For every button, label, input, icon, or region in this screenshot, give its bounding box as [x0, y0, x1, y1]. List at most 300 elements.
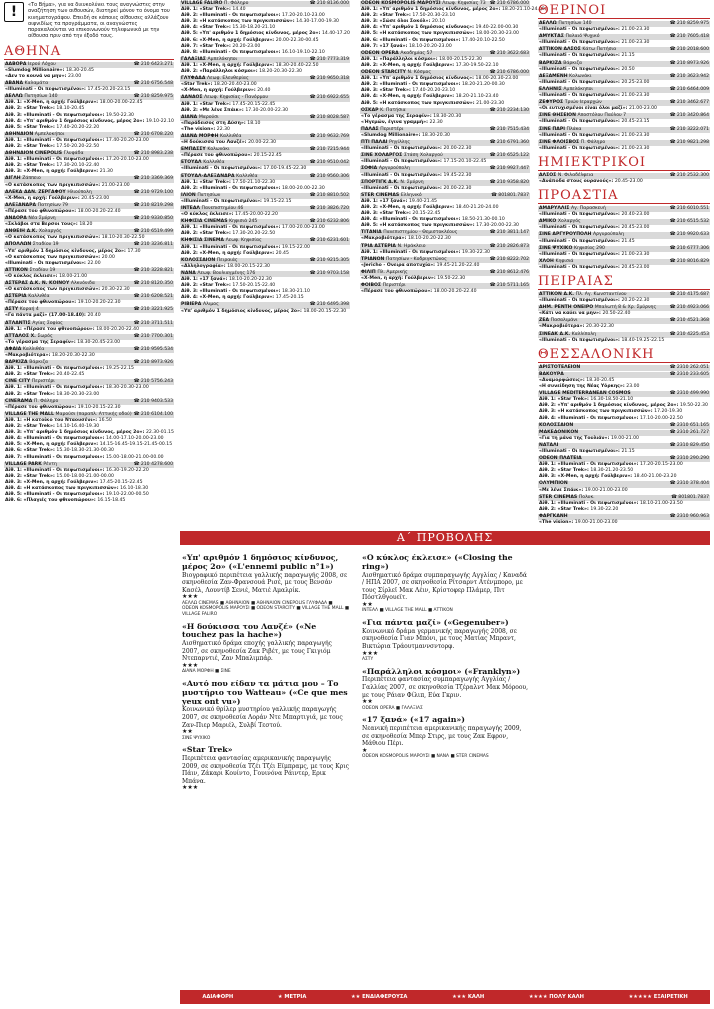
- star-rating: ★★★: [362, 649, 379, 657]
- cinema-phone: ☎ 210 9403.533: [133, 398, 173, 404]
- screening-times: 19.45-22.30: [443, 172, 472, 178]
- screening-row: [4, 313, 174, 319]
- cinema-address: Ιερού Λόχου: [28, 61, 56, 67]
- film-venues: ODEON OPERA ■ ΓΑΛΑΞΙΑΣ: [362, 705, 423, 711]
- screening-title: Αίθ. 2: «Παράλληλοι κόσμοι»:: [181, 69, 260, 75]
- screening-times: 18.00-20.20-22.40: [96, 326, 139, 332]
- cinema-title: CINE CITY: [5, 379, 32, 385]
- cinema-title: ΣΙΝΕ ΨΥΧΙΚΟ: [539, 245, 574, 251]
- screening-times: 16.10-18.30: [120, 485, 149, 491]
- cinema-address: Ν. Σμύρνη: [400, 179, 424, 185]
- cinema-title: VILLAGE MEDITERRANEAN COSMOS: [539, 391, 631, 397]
- screening-times: 17.40-20.20-23.00: [105, 137, 149, 143]
- screening-times: 19.25-22.15: [105, 366, 134, 372]
- screening-title: «Illuminati - Οι πεφωτισμένοι»:: [539, 79, 622, 85]
- cinema-title: ΑΣΤΥ: [5, 307, 20, 313]
- screening-title: «Illuminati - Οι πεφωτισμένοι»:: [539, 264, 622, 270]
- cinema-phone: ☎ 210 6104.100: [133, 411, 173, 417]
- star-rating: ★★: [362, 698, 373, 706]
- star-rating: ★★: [362, 600, 373, 608]
- cinema-phone: ☎ 210 6423.271: [133, 61, 173, 67]
- cinema-title: ΑΕΛΛΩ: [539, 21, 559, 26]
- cinema-title: ΦΟΙΒΟΣ: [361, 283, 383, 289]
- screening-times: 22.30: [216, 126, 230, 132]
- star-rating: ★★★: [182, 661, 199, 669]
- screening-row: [538, 53, 710, 59]
- screening-times: 23.00: [626, 384, 640, 390]
- screening-times: 17.30-20.00-22.30: [476, 223, 519, 229]
- cinema-address: Μπαλωτή 8 & Χρ. Σμύρνης: [594, 305, 657, 311]
- screening-title: «Illuminati - Οι πεφωτισμένοι»:: [539, 448, 622, 454]
- screening-times: 20.40: [87, 313, 101, 319]
- screening-title: «Illuminati - Οι πεφωτισμένοι»:: [5, 260, 88, 266]
- screening-times: 17.20-20.10-23.00: [281, 13, 325, 19]
- screening-row: [4, 209, 174, 215]
- cinema-title: ΑΒΑΝΑ: [5, 81, 25, 87]
- screening-row: [4, 183, 174, 189]
- cinema-address: Σταδίου 19: [29, 267, 56, 273]
- legend-item: ★ ΜΕΤΡΙΑ: [277, 994, 307, 1000]
- cinema-phone: ☎ 2310 651.165: [669, 422, 709, 428]
- cinema-title: ΡΙΒΙΕΡΑ: [181, 302, 203, 308]
- cinema-address: Κοραή 4: [19, 307, 39, 313]
- cinema-title: ΧΛΟΗ: [539, 258, 556, 264]
- screening-title: «Το γέρασμα της Σεραφίν»:: [5, 339, 78, 345]
- cinema-address: Πολυκ.: [578, 494, 595, 500]
- cinema-phone: ☎ 2310 378.404: [669, 481, 709, 487]
- cinema-address: Πατησίων 79: [37, 202, 68, 208]
- cinema-address: Ελληνικό: [400, 192, 422, 198]
- screening-title: «Οι ευτυχισμένοι είναι όλοι μαζί»:: [539, 106, 629, 112]
- film-title: «Υπ' αριθμόν 1 δημόσιος κίνδυνος, μέρος 2ο» («L'ennemi public n°1»): [182, 553, 339, 571]
- screening-title: «Ο κατάσκοπος των πριγκιπισσών»:: [5, 287, 102, 293]
- screening-times: 19.15-22.15: [263, 198, 292, 204]
- cinema-phone: ☎ 210 8983.238: [133, 151, 173, 157]
- film-title: «Star Trek»: [182, 745, 233, 755]
- screening-row: [538, 507, 710, 513]
- cinema-title: ΔΙΑΝΑ ΜΟΡΦΗ: [181, 133, 221, 139]
- cinema-address: Πατησίων: [197, 192, 221, 198]
- cinema-address: Καλαμάτα: [24, 81, 49, 87]
- screening-row: [180, 108, 350, 114]
- star-rating: ★★: [182, 728, 193, 736]
- cinema-phone: ☎ 210 6786.000: [489, 70, 529, 76]
- screening-times: 17.45-20.00-22.20: [235, 212, 278, 218]
- cinema-address: Πειραιάς: [216, 257, 238, 263]
- screening-title: Αίθ. 1: «Star Trek»:: [181, 179, 233, 185]
- screening-times: 18.40-19.25-22.15: [621, 337, 665, 343]
- screening-times: 20.45-23.00: [81, 195, 110, 201]
- screening-title: Αίθ. 2: «Illuminati - Οι πεφωτισμένοι»:: [181, 185, 282, 191]
- cinema-title: ΚΗΦΙΣΙΑ ΣΙΝΕΜΑ: [181, 238, 226, 244]
- screening-times: 21.00-23.30: [476, 100, 505, 106]
- cinema-title: ΑΑΒΟΡΑ: [5, 61, 29, 67]
- cinema-title: ΑΣΤΕΡΑΣ Δ.Κ. Ν. ΚΟΙΝΟΥ: [5, 280, 71, 286]
- cinema-address: Καλλιθέα: [28, 294, 50, 300]
- screening-title: Αίθ. 2: «Χ-Men, η αρχή: Γούλβεριν»:: [181, 250, 276, 256]
- screening-times: 18.00-20.30-23.00: [476, 31, 519, 37]
- screening-row: [4, 196, 174, 202]
- cinema-address: Μαρούσι: [198, 114, 219, 120]
- screening-times: 20.45: [275, 250, 289, 256]
- screening-row: [180, 166, 350, 172]
- screening-row: [538, 474, 710, 480]
- cinema-phone: ☎ 210 4225.453: [669, 331, 709, 337]
- screening-times: 17.50-20.30-23.10: [412, 13, 456, 19]
- city-heading: ΠΕΙΡΑΙΑΣ: [538, 274, 710, 290]
- screening-times: 20.15-22.45: [253, 153, 282, 159]
- cinema-address: Σωρός: [37, 333, 53, 339]
- cinema-title: ΑΘΗΝΑΙΟΝ CINEPOLIS: [5, 151, 64, 157]
- screening-times: 18.10-20.20-23.00: [409, 43, 452, 49]
- cinema-phone: ☎ 210 7700.301: [133, 333, 173, 339]
- intro-note: [4, 2, 174, 40]
- cinema-address: Αμπελοκήποι: [34, 131, 65, 137]
- cinema-title: ΕΤΟΥΑΛ: [181, 160, 204, 166]
- cinema-address: Πατησίων 140: [558, 21, 592, 26]
- screening-title: Αίθ. 3: «Star Trek»:: [361, 88, 413, 94]
- screening-times: 21.45: [621, 238, 635, 244]
- cinema-title: ΓΛΥΦΑΔΑ: [181, 76, 207, 82]
- screening-title: Αίθ. 2: «Illuminati - Οι πεφωτισμένοι»:: [361, 82, 462, 88]
- screening-times: 17.50-21.10-22.30: [232, 179, 276, 185]
- screening-title: «Illuminati - Οι πεφωτισμένοι»:: [539, 93, 622, 99]
- film-synopsis: Περιπέτεια φαντασίας αμερικανικής παραγωγής 2009, σε σκηνοθεσία Τζέι Τζέι Εϊμπραμς, με τους Κρις Πάιν, Ζάκαρι Κουίντο, Γουινόνα Ράιντερ, Ερικ Μπάνα.: [182, 754, 349, 785]
- screening-row: [360, 44, 530, 50]
- screening-times: 18.30-20.30-23.00: [105, 385, 149, 391]
- screening-title: Αίθ. 2: «Star Trek»:: [5, 163, 57, 169]
- screening-times: 17.00-20.00-23.00: [281, 225, 325, 231]
- film-synopsis: Βιογραφικό περιπέτεια γαλλικής παραγωγής 2008, σε σκηνοθεσία Ζαν-Φρανσουά Ρισέ, με τους Βενσάν Κασέλ, Λουντίβ Σενιέ, Ματιέ Αμαλρίκ.: [182, 571, 348, 594]
- screening-times: 17.15-20.10-22.45: [443, 159, 487, 165]
- cinema-address: Καλλιθέα: [203, 160, 225, 166]
- screening-title: Αίθ. 5: «Η κατάσκοπος των πριγκιπισσών»:: [361, 31, 477, 37]
- cinema-address: Πατησίων 140: [24, 94, 58, 100]
- screening-times: 19.15-22.00: [281, 244, 310, 250]
- cinema-phone: ☎ 210 4923.066: [669, 305, 709, 311]
- cinema-title: ΙΝΤΕΑΛ: [181, 206, 202, 211]
- screening-title: «Πέρασε του φθινοπώρου»:: [5, 300, 78, 306]
- cinema-title: ΑΣΤΕΡΙΑ: [5, 294, 29, 300]
- screening-times: 18.30-20.40-22.50: [275, 62, 319, 68]
- cinema-phone: ☎ 210 6010.551: [669, 206, 709, 212]
- screening-times: 20.40-23.00: [621, 212, 650, 218]
- film-title: «Αυτό που είδαν τα μάτια μου – Το μυστήριο του Watteau» («Ce que mes yeux ont vu»): [182, 678, 348, 706]
- premieres-column-a: [182, 549, 350, 792]
- cinema-address: Ρηγίλλης: [389, 140, 411, 146]
- screening-title: Αίθ. 1: «Η κατοίκο του Νταουσένι»:: [5, 417, 99, 423]
- screening-title: Αίθ. 1: «Star Trek»:: [181, 7, 233, 13]
- screening-title: «Ο κατάσκοπος των πριγκιπισσών»:: [5, 182, 102, 188]
- cinema-address: Περιστέρι: [382, 283, 406, 289]
- cinema-title: ΜΑΚΕΔΟΝΙΚΟΝ: [539, 429, 579, 435]
- cinema-title: ΝΑΝΑ: [181, 270, 198, 276]
- cinema-phone: ☎ 210 3826.720: [309, 206, 349, 211]
- screening-row: [180, 153, 350, 159]
- cinema-phone: ☎ 210 3623.942: [669, 73, 709, 79]
- screening-title: Αίθ. 1: «Star Trek»:: [181, 101, 233, 107]
- screening-title: «Illuminati - Οι πεφωτισμένοι»:: [539, 40, 622, 46]
- cinema-title: ΑΡΙΣΤΟΤΕΛΕΙΟΝ: [539, 364, 581, 370]
- cinema-title: ΦΑΡΓΚΑΝΗ: [539, 513, 568, 519]
- premieres-column-b: [362, 549, 530, 760]
- screening-title: «Για τη μάνα της Τουλιάν»:: [539, 435, 611, 441]
- cinema-title: ΑΝΘΕΙΗ Δ.Κ.: [5, 229, 39, 235]
- screening-title: Αίθ. 3: «Η κατάσκοπος των πριγκιπισσών»:: [539, 409, 655, 415]
- screening-times: 20.20-23.00: [232, 43, 261, 49]
- cinema-address: Κολωνάκι: [569, 73, 592, 79]
- screening-title: Αίθ. 5: «Υπ' αριθμόν 1 δημόσιος κίνδυνος, μέρος 2ο»:: [181, 31, 322, 37]
- cinema-address: Κηφισιά 245: [229, 219, 258, 225]
- screening-title: Αίθ. 4: «Illuminati - Οι πεφωτισμένοι»:: [5, 436, 106, 442]
- screening-title: «The vision»:: [181, 126, 217, 132]
- cinema-address: Αμπελόκηποι: [207, 56, 238, 62]
- cinema-phone: ☎ 210 9729.100: [133, 189, 173, 195]
- cinema-title: ΑΤΤΙΚΟΝ Δ.Κ.: [539, 292, 576, 297]
- screening-times: 18.00-21.00: [59, 273, 88, 279]
- cinema-phone: ☎ 210 9927.447: [489, 166, 529, 172]
- screening-times: 17.45-20.20-23.15: [87, 87, 131, 93]
- film-review: [362, 619, 530, 663]
- screening-times: 17.45-20.15-22.45: [232, 101, 276, 107]
- screening-times: 20.40: [257, 88, 271, 94]
- listing-column-1: [4, 0, 174, 979]
- film-venues: ΔΙΑΝΑ ΜΟΡΦΗ ■ ΣΙΝΕ: [182, 669, 231, 675]
- screening-times: 20.15-22.45: [412, 211, 441, 217]
- screening-title: «Υπ' αριθμόν 1 δημόσιος κίνδυνος, μέρος 2ο»:: [5, 248, 128, 254]
- screening-row: [360, 236, 530, 242]
- screening-row: [4, 169, 174, 175]
- cinema-title: ΖΕΑ: [539, 318, 551, 324]
- city-heading: ΗΜΙΕΚΤΡΙΚΟΙ: [538, 155, 710, 171]
- screening-title: «Slumdog Millionaire»:: [361, 132, 422, 138]
- cinema-list-section: [538, 292, 710, 344]
- screening-title: «Star Trek»:: [181, 82, 214, 88]
- screening-title: Αίθ. 2: «Star Trek»:: [5, 144, 57, 149]
- screening-title: «Μακροβιότερα»:: [5, 353, 52, 358]
- screening-row: [538, 384, 710, 390]
- screening-title: Αίθ. 5: «Η κατάσκοπος των πριγκιπισσών»:: [361, 100, 477, 106]
- cinema-phone: ☎ 210 4521.368: [669, 318, 709, 324]
- cinema-phone: ☎ 210 2018.600: [669, 47, 709, 53]
- cinema-address: Αμπελόκηποι: [563, 86, 593, 92]
- screening-row: [4, 274, 174, 280]
- cinema-address: Βάρκιζα: [29, 360, 49, 366]
- screening-times: 21.00-23.30: [621, 251, 650, 257]
- screening-times: 20.45-23.00: [621, 264, 650, 270]
- screening-title: «Μακροβιότερα»:: [361, 236, 408, 242]
- screening-times: 20.00-22.30-00.45: [275, 37, 319, 43]
- screening-title: «Ο κατάσκοπος των πριγκιπισσών»:: [5, 254, 102, 260]
- screening-title: «Slumdog Millionaire»:: [5, 67, 66, 73]
- cinema-address: Αποστόλου Παύλου 7: [577, 113, 627, 119]
- cinema-phone: ☎ 210 6515.532: [669, 219, 709, 225]
- screening-times: 18.20: [79, 222, 93, 228]
- screening-title: Αίθ. 5: «Illuminati - Οι πεφωτισμένοι»:: [5, 492, 106, 498]
- screening-times: 21.00-23.30: [621, 40, 650, 46]
- screening-title: «Ήγεμών, έγινα γραμμή»:: [361, 119, 430, 125]
- cinema-title: ΠΑΛΑΣ: [361, 126, 381, 132]
- cinema-address: Περιστέρι: [380, 126, 404, 132]
- cinema-title: ΝΑΤΑΛΙ: [539, 442, 559, 448]
- screening-title: «Πέρασε του φθινοπώρου»:: [361, 289, 434, 295]
- film-synopsis: Αισθηματικό δράμα εποχής γαλλικής παραγωγής 2007, σε σκηνοθεσία Ζακ Ριβέτ, με τους Γκιγιόμ Ντεπαρντιέ, Ζαν Μπαλιμπάρ.: [182, 640, 332, 663]
- film-title: «17 ξανά» («17 again»): [362, 715, 465, 725]
- screening-title: Αίθ. 1: «Illuminati - Οι πεφωτισμένοι»:: [5, 157, 106, 163]
- screening-title: Αίθ. 8: «Illuminati - Οι πεφωτισμένοι»:: [181, 49, 282, 55]
- screening-title: Αίθ. 4: «Star Trek»:: [181, 25, 233, 31]
- screening-times: 20.10: [431, 19, 446, 25]
- premieres-heading: Α΄ ΠΡΟΒΟΛΗΣ: [180, 531, 710, 545]
- film-title: «Ο κύκλος έκλεισε» («Closing the ring»): [362, 553, 513, 571]
- screening-row: [180, 251, 350, 257]
- film-title: «Για πάντα μαζί» («Gegenuber»): [362, 617, 509, 627]
- screening-times: 15.30-18.30-21.30-00.30: [56, 448, 114, 454]
- cinema-address: Πλ. Αμερικής: [377, 269, 408, 275]
- screening-title: «Illuminati - Οι πεφωτισμένοι»:: [539, 66, 622, 72]
- screening-times: 18.20-20.40-23.00: [213, 82, 257, 88]
- screening-title: «Illuminati - Οι πεφωτισμένοι»:: [361, 159, 444, 165]
- screening-times: 20.45-23.15: [621, 119, 650, 125]
- screening-row: [538, 225, 710, 231]
- screening-row: [538, 416, 710, 422]
- screening-title: «Illuminati - Οι πεφωτισμένοι»:: [539, 132, 622, 138]
- cinema-phone: ☎ 210 3622.683: [489, 50, 529, 56]
- screening-title: Αίθ. 1: «17 ξανά»:: [361, 198, 409, 204]
- cinema-title: ΟΛΥΜΠΙΟΝ: [539, 481, 568, 487]
- cinema-phone: ☎ 210 9330.850: [133, 216, 173, 222]
- legend-item: ★★ ΕΝΔΙΑΦΕΡΟΥΣΑ: [351, 994, 408, 1000]
- screening-times: 19.45-21.20-22.40: [436, 262, 480, 268]
- screening-title: Αίθ. 1: «17 ξανά»:: [181, 277, 229, 283]
- screening-title: «Jericho - Ονειρα αποτυχία»:: [361, 262, 437, 268]
- screening-title: «Illuminati - Οι πεφωτισμένοι»:: [539, 298, 622, 304]
- screening-title: Αίθ. 2: «Star Trek»:: [539, 468, 591, 474]
- screening-title: Αίθ. 6: «Χ-Men, η αρχή: Γούλβεριν»:: [181, 37, 276, 43]
- screening-title: «Πέρασε του φθινοπώρου»:: [5, 208, 78, 214]
- screening-title: Αίθ. 7: «17 ξανά»:: [361, 43, 409, 49]
- screening-times: 17.50-20.15-22.40: [232, 283, 276, 289]
- screening-row: [538, 67, 710, 73]
- cinema-address: Ν. Ηράκλειο: [397, 243, 426, 249]
- screening-times: 18.20-21.10-24.00: [501, 7, 545, 13]
- cinema-address: Π. Φάληρο: [33, 398, 59, 404]
- screening-title: Αίθ. 3: «Σώσε όλοι Σοκόλ»:: [361, 19, 432, 25]
- cinema-phone: ☎ 210 3462.677: [669, 100, 709, 106]
- film-title: «Η δούκισσα του Λανζέ» («Ne touchez pas la hache»): [182, 621, 317, 640]
- cinema-title: ΣΙΝΕ ΑΡΓΥΡΟΥΠΟΛΗ: [539, 232, 593, 238]
- screening-title: Αίθ. 3: «Illuminati - Οι πεφωτισμένοι»:: [181, 289, 282, 295]
- screening-row: [538, 252, 710, 258]
- screening-title: «Το γέρασμα της Σεραφίν»:: [361, 113, 434, 119]
- film-venues: ΑΣΤΥ: [362, 656, 374, 662]
- film-venues: ΑΕΛΛΩ CINEMAS ■ ΑΘΗΝΑΙΟΝ ■ ΑΘΗΝΑΙΟΝ CINEPOLIS ΓΛΥΦΑΔΑ ■ ODEON KOSMOPOLIS ΜΑΡΟΥΣΙ ■ ODEON STARCITY ■ VILLAGE THE MALL ■ VILLAGE FALIRO: [182, 600, 350, 617]
- screening-row: [180, 69, 350, 75]
- screening-times: 20.45-23.00: [621, 225, 650, 231]
- screening-times: 23.00: [67, 73, 82, 79]
- cinema-title: ΒΑΡΚΙΖΑ: [539, 60, 564, 66]
- cinema-title: ΤΡΙΑΝΟΝ: [361, 256, 386, 262]
- cinema-address: Πανεπιστημίου - Θεμιστοκλέους: [383, 230, 458, 236]
- screening-title: Αίθ. 2: «Star Trek»:: [181, 283, 233, 289]
- screening-title: «Κάτι να καύει να μην»:: [539, 311, 603, 317]
- screening-row: [360, 120, 530, 126]
- star-rating: ★★★: [182, 593, 199, 601]
- legend-item: ★★★★★ ΕΞΑΙΡΕΤΙΚΗ: [628, 994, 688, 1000]
- screening-title: Αίθ. 2: «Star Trek»:: [5, 473, 57, 479]
- screening-times: 19.50-22.30: [105, 112, 134, 118]
- cinema-address: Τριών Ιεραρχών: [564, 100, 602, 106]
- cinema-address: Κ. Πατήσια: [380, 107, 406, 113]
- cinema-phone: ☎ 210 6525.122: [489, 153, 529, 159]
- screening-title: Αίθ. 2: «Star Trek»:: [539, 506, 591, 512]
- cinema-address: Λεωφ. Κηφισίας 73: [442, 1, 486, 6]
- cinema-phone: ☎ 210 9821.298: [669, 139, 709, 145]
- screening-title: Αίθ. 6: «Illuminati - Οι πεφωτισμένοι»:: [361, 37, 462, 43]
- screening-title: «Μακροβιότερα»:: [539, 324, 586, 330]
- legend-item: ★★★ ΚΑΛΗ: [452, 994, 485, 1000]
- screening-times: 18.10-20.20-22.30: [229, 277, 272, 283]
- screening-row: [538, 119, 710, 125]
- cinema-phone: ☎ 2310 262.051: [669, 364, 709, 370]
- screening-times: 21.30: [99, 169, 113, 175]
- cinema-phone: ☎ 210 5756.243: [133, 379, 173, 385]
- intro-text: «Το Βήμα», για να διευκολύνει τους αναγνώστες στην αναζήτηση των αιθουσών, διατηρεί μόνον το όνομα του κινηματογράφου. Επειδή σε κάποιες αίθουσες αλλάζουν αιφνιδίως τα προγράμματα, οι αναγνώστες παρακαλούνται να επικοινωνούν τηλεφωνικά με την αίθουσα πριν από την έξοδό τους.: [28, 2, 170, 40]
- cinema-phone: ☎ 210 9703.158: [309, 270, 349, 276]
- screening-times: 21.00-23.30: [621, 27, 650, 33]
- film-review: [182, 746, 350, 792]
- screening-row: [4, 498, 174, 504]
- screening-row: [538, 298, 710, 304]
- screening-row: [4, 74, 174, 80]
- cinema-phone: ☎ 2310 233.605: [669, 371, 709, 377]
- cinema-phone: ☎ 2310 829.450: [669, 442, 709, 448]
- cinema-phone: ☎ 210 4278.600: [133, 461, 173, 467]
- screening-title: «Πέρασε του φθινοπώρου»:: [181, 153, 254, 159]
- screening-title: «Illuminati - Οι πεφωτισμένοι»:: [539, 53, 622, 59]
- screening-row: [360, 146, 530, 152]
- cinema-address: Λεωφ. Ελευθερίας: [206, 76, 249, 82]
- cinema-title: ΔΑΝΑΟΣ: [181, 95, 205, 101]
- screening-title: «Illuminati - Οι πεφωτισμένοι»:: [5, 87, 88, 93]
- cinema-address: Σταδίου 19: [32, 242, 59, 248]
- cinema-title: ΑΠΟΛΛΩΝ: [5, 242, 33, 248]
- screening-title: Αίθ. 1: «Υπ' αριθμόν 1 δημόσιος κίνδυνος, μέρος 2ο»:: [361, 7, 502, 13]
- screening-times: 19.30-22.30: [461, 249, 490, 255]
- screening-row: [360, 276, 530, 282]
- cinema-phone: ☎ 210 8973.926: [133, 360, 173, 366]
- screening-times: 18.00-20.30-23.00: [475, 76, 519, 82]
- legend-item: ★★★★ ΠΟΛΥ ΚΑΛΗ: [528, 994, 585, 1000]
- cinema-phone: ☎ 2310 290.290: [669, 456, 709, 462]
- cinema-title: ΟΣΚΑΡ: [361, 107, 381, 113]
- screening-times: 18.30-20.30: [422, 132, 450, 138]
- screening-row: [538, 488, 710, 494]
- cinema-phone: ☎ 210 5711.165: [489, 283, 529, 289]
- screening-row: [360, 250, 530, 256]
- cinema-phone: ☎ 210 2234.130: [489, 107, 529, 113]
- screening-times: 17.45-20.15: [275, 295, 304, 301]
- screening-times: 20.00: [101, 254, 115, 260]
- screening-row: [538, 338, 710, 344]
- screening-times: 19.10-20.20-22.30: [77, 300, 121, 306]
- cinema-address: Ρέντη: [43, 461, 57, 467]
- star-rating: ★★★: [182, 784, 199, 792]
- cinema-phone: ☎ 210 3420.864: [669, 113, 709, 119]
- screening-times: 18.10-21.00-23.50: [639, 500, 683, 506]
- screening-title: Αίθ. 3: «Star Trek»:: [361, 211, 413, 217]
- cinema-address: Νέα Σμύρνη: [28, 216, 56, 222]
